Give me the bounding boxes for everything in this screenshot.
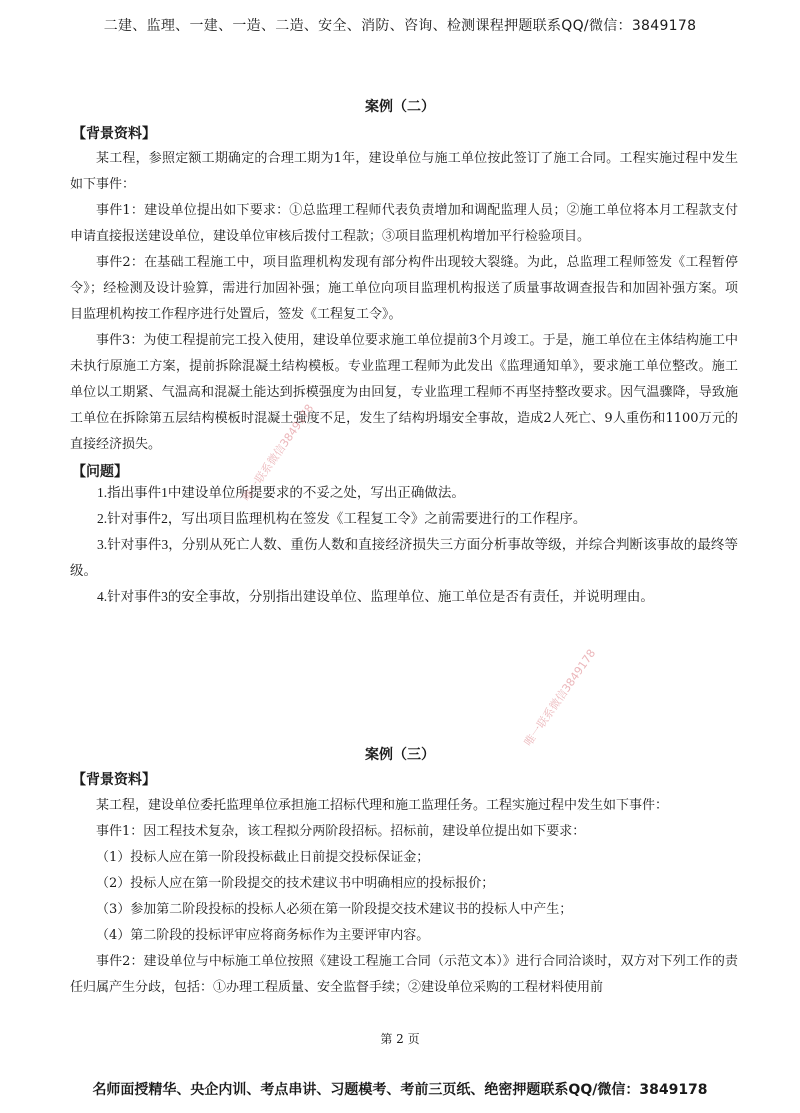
paragraph: 事件3：为使工程提前完工投入使用，建设单位要求施工单位提前3个月竣工。于是，施工单位在主体结构施工中未执行原施工方案，提前拆除混凝土结构模板。专业监理工程师为此发出《监理通知单》，要求施工单位整改。施工单位以工期紧、气温高和混凝土能达到拆模强度为由回复，专业监理工程师不再坚持整改要求。因气温骤降，导致施工单位在拆除第五层结构模板时混凝土强度不足，发生了结构坍塌安全事故，造成2人死亡、9人重伤和1100万元的直接经济损失。 bbox=[70, 333, 738, 452]
page-footer: 名师面授精华、央企内训、考点串讲、习题模考、考前三页纸、绝密押题联系QQ/微信：3849178 bbox=[92, 1082, 708, 1098]
question-item: 3.针对事件3，分别从死亡人数、重伤人数和直接经济损失三方面分析事故等级，并综合判断该事故的最终等级。 bbox=[70, 537, 738, 578]
paragraph: （4）第二阶段的投标评审应将商务标作为主要评审内容。 bbox=[96, 928, 430, 943]
page-number: 第 2 页 bbox=[380, 1032, 420, 1046]
paragraph: （3）参加第二阶段投标的投标人必须在第一阶段提交技术建议书的投标人中产生； bbox=[96, 902, 573, 917]
case2-question-heading: 【问题】 bbox=[72, 464, 128, 480]
case2-questions bbox=[70, 480, 738, 610]
paragraph: 事件2：在基础工程施工中，项目监理机构发现有部分构件出现较大裂缝。为此，总监理工程师签发《工程暂停令》；经检测及设计验算，需进行加固补强；施工单位向项目监理机构报送了质量事故调查报告和加固补强方案。项目监理机构按工作程序进行处置后，签发《工程复工令》。 bbox=[70, 255, 738, 322]
paragraph: 事件1：建设单位提出如下要求：①总监理工程师代表负责增加和调配监理人员；②施工单位将本月工程款支付申请直接报送建设单位，建设单位审核后拨付工程款；③项目监理机构增加平行检验项目。 bbox=[70, 203, 738, 244]
paragraph: （1）投标人应在第一阶段投标截止日前提交投标保证金； bbox=[96, 850, 430, 865]
question-item: 2.针对事件2，写出项目监理机构在签发《工程复工令》之前需要进行的工作程序。 bbox=[97, 511, 587, 526]
case2-background-heading: 【背景资料】 bbox=[72, 126, 156, 142]
paragraph: 某工程，建设单位委托监理单位承担施工招标代理和施工监理任务。工程实施过程中发生如下事件： bbox=[96, 798, 669, 813]
case3-background-heading: 【背景资料】 bbox=[72, 772, 156, 788]
case3-title: 案例（三） bbox=[365, 747, 435, 763]
watermark-text: 唯一联系微信3849178 bbox=[239, 401, 317, 504]
page-header: 二建、监理、一建、一造、二造、安全、消防、咨询、检测课程押题联系QQ/微信：3849178 bbox=[103, 18, 697, 34]
paragraph: 事件2：建设单位与中标施工单位按照《建设工程施工合同（示范文本）》进行合同洽谈时，双方对下列工作的责任归属产生分歧，包括：①办理工程质量、安全监督手续；②建设单位采购的工程材料使用前 bbox=[70, 954, 738, 995]
paragraph: 事件1：因工程技术复杂，该工程拟分两阶段招标。招标前，建设单位提出如下要求： bbox=[96, 824, 586, 839]
question-item: 4.针对事件3的安全事故，分别指出建设单位、监理单位、施工单位是否有责任，并说明理由。 bbox=[97, 589, 654, 604]
case2-background bbox=[70, 146, 738, 458]
paragraph: （2）投标人应在第一阶段提交的技术建议书中明确相应的投标报价； bbox=[96, 876, 495, 891]
case3-background bbox=[70, 793, 738, 1001]
watermark-text: 唯一联系微信3849178 bbox=[521, 646, 599, 749]
case2-title: 案例（二） bbox=[365, 99, 435, 115]
paragraph: 某工程，参照定额工期确定的合理工期为1年，建设单位与施工单位按此签订了施工合同。工程实施过程中发生如下事件： bbox=[70, 151, 738, 192]
question-item: 1.指出事件1中建设单位所提要求的不妥之处，写出正确做法。 bbox=[97, 485, 465, 500]
